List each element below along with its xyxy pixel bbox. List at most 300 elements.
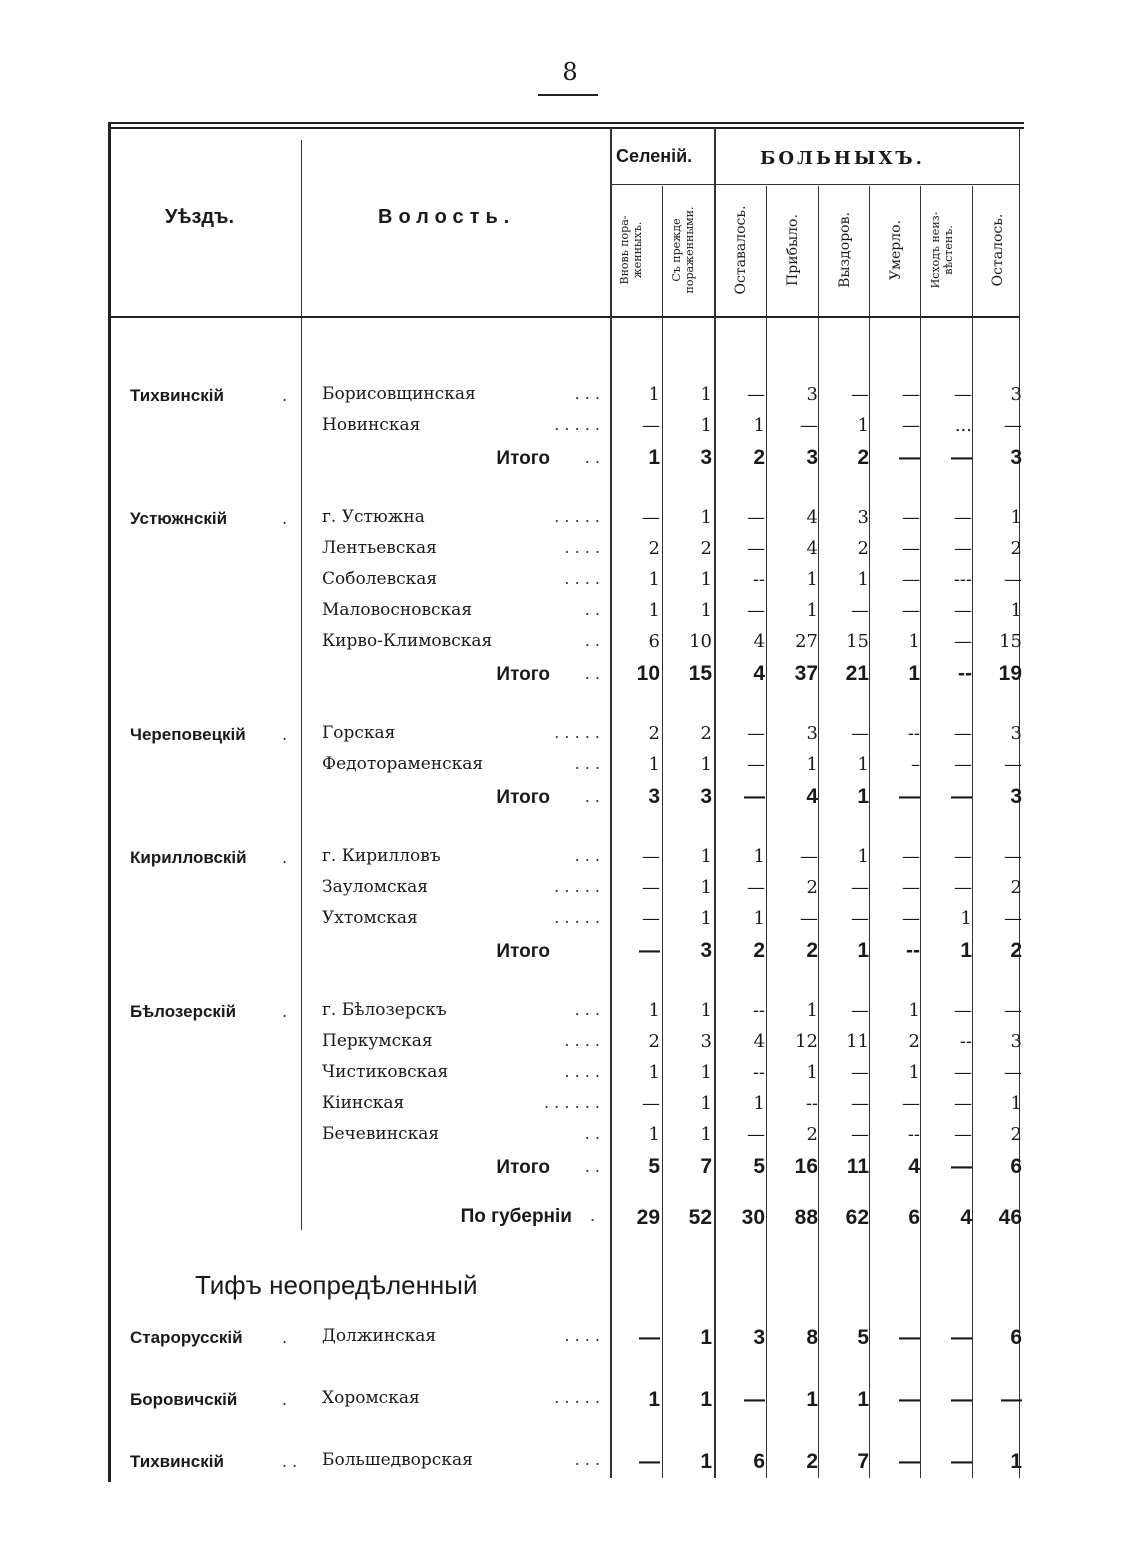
grand-total-leader: . [590,1206,596,1225]
header-subcol-3: Прибыло. [785,214,801,286]
volost-name: г. Кирилловъ [322,846,441,866]
cell-value: — [851,723,869,744]
volost-leader-dots: . . . . [564,1062,600,1081]
cell-value: — [1004,846,1022,867]
cell-value: — [1004,415,1022,436]
cell-value: — [902,877,920,898]
cell-value: — [744,1388,765,1411]
cell-value: -- [907,1124,920,1145]
cell-value: — [902,1093,920,1114]
cell-value: — [954,1124,972,1145]
cell-value: 4 [806,538,818,559]
cell-value: 1 [908,662,920,685]
cell-value: -- [907,723,920,744]
uezd-name: Кирилловскій [130,848,247,867]
cell-value: 1 [806,1000,818,1021]
volost-leader-dots: . . . [574,754,600,773]
cell-value: — [902,600,920,621]
cell-value: 11 [846,1155,869,1178]
cell-value: -- [805,1093,818,1114]
cell-value: 3 [806,384,818,405]
cell-value: 5 [648,1155,660,1178]
cell-value: 1 [1010,600,1022,621]
cell-value: 1 [806,754,818,775]
cell-value: 1 [648,1062,660,1083]
cell-value: 1 [700,1450,712,1473]
cell-value: 3 [1010,446,1022,469]
block-total-label: Итого [496,448,550,469]
header-subcol-4: Выздоров. [836,212,853,288]
uezd-leader-dot: . [282,725,288,744]
uezd-name: Боровичскій [130,1390,238,1409]
cell-value: --- [953,569,972,590]
cell-value: 1 [1010,1093,1022,1114]
cell-value: 37 [794,662,818,685]
cell-value: 3 [1010,723,1022,744]
cell-value: 2 [753,939,765,962]
header-bottom-rule [108,316,1020,318]
cell-value: — [954,1000,972,1021]
column-rule-0 [610,128,612,1478]
cell-value: — [747,538,765,559]
cell-value: — [951,1326,972,1349]
cell-value: 10 [636,662,660,685]
cell-value: 1 [753,415,765,436]
cell-value: — [639,939,660,962]
cell-value: 2 [806,1124,818,1145]
column-rule-5 [869,186,870,1478]
cell-value: 2 [806,877,818,898]
column-rule-2 [714,128,716,1478]
cell-value: 10 [689,631,712,652]
uezd-name: Бѣлозерскій [130,1002,237,1021]
volost-name: Зауломская [322,877,428,897]
cell-value: — [747,754,765,775]
volost-leader-dots: . . . . [564,538,600,557]
cell-value: — [800,908,818,929]
volost-leader-dots: . . . . [564,569,600,588]
cell-value: 1 [700,846,712,867]
cell-value: — [951,1450,972,1473]
cell-value: – [911,754,920,775]
cell-value: — [951,785,972,808]
cell-value: 2 [806,1450,818,1473]
header-subcol-5: Умерло. [887,219,904,281]
cell-value: 4 [908,1155,920,1178]
block-total-label: Итого [496,941,550,962]
cell-value: -- [958,662,972,685]
cell-value: — [902,908,920,929]
table-left-border [108,122,111,1482]
volost-name: Маловосновская [322,600,473,620]
cell-value: — [1004,1000,1022,1021]
cell-value: 1 [908,1062,920,1083]
cell-value: 6 [1010,1155,1022,1178]
volost-leader-dots: . . . [574,1000,600,1019]
cell-value: 2 [753,446,765,469]
cell-value: 5 [857,1326,869,1349]
uezd-leader-dot: . . [282,1452,298,1471]
cell-value: 2 [700,538,712,559]
cell-value: 1 [908,631,920,652]
volost-name: Лентьевская [322,538,437,558]
cell-value: — [902,538,920,559]
volost-leader-dots: . . . . . . [544,1093,600,1112]
uezd-leader-dot: . [282,386,288,405]
table-top-rule-inner [108,127,1024,129]
cell-value: — [954,877,972,898]
cell-value: — [899,446,920,469]
volost-name: Ухтомская [322,908,418,928]
uezd-name: Старорусскій [130,1328,243,1347]
cell-value: 3 [648,785,660,808]
cell-value: 1 [700,877,712,898]
volost-leader-dots: . . . [574,1450,600,1469]
cell-value: 19 [998,662,1022,685]
cell-value: — [954,538,972,559]
cell-value: 1 [806,1062,818,1083]
cell-value: -- [752,569,765,590]
volost-name: Хоромская [322,1388,420,1408]
cell-value: 2 [648,1031,660,1052]
cell-value: 5 [753,1155,765,1178]
cell-value: 27 [795,631,818,652]
volost-name: Соболевская [322,569,438,589]
cell-value: — [902,846,920,867]
cell-value: 1 [700,1093,712,1114]
cell-value: — [851,908,869,929]
cell-value: — [1004,569,1022,590]
volost-leader-dots: . . . . . [554,723,600,742]
cell-value: 2 [857,446,869,469]
volost-leader-dots: . . [584,631,600,650]
cell-value: — [639,1326,660,1349]
cell-value: — [899,1388,920,1411]
cell-value: 6 [753,1450,765,1473]
cell-value: — [954,723,972,744]
cell-value: — [1004,908,1022,929]
header-subcol-2: Оставалось. [732,205,749,295]
cell-value: 2 [1010,538,1022,559]
cell-value: — [642,507,660,528]
cell-value: — [954,1093,972,1114]
page-number: 8 [562,58,578,86]
cell-value: 15 [999,631,1022,652]
cell-value: 1 [648,754,660,775]
volost-leader-dots: . . . . . [554,415,600,434]
volost-leader-dots: . . . . . [554,507,600,526]
volost-leader-dots: . . [584,600,600,619]
cell-value: 6 [908,1206,920,1229]
volost-name: Новинская [322,415,421,435]
cell-value: 1 [700,384,712,405]
cell-value: 6 [648,631,660,652]
cell-value: 1 [648,384,660,405]
cell-value: — [954,600,972,621]
cell-value: — [747,384,765,405]
cell-value: — [954,507,972,528]
cell-value: 7 [857,1450,869,1473]
header-volost: Волость. [378,206,516,228]
volost-name: Большедворская [322,1450,473,1470]
cell-value: — [902,507,920,528]
header-subcol-7: Осталось. [990,213,1006,287]
column-rule-6 [920,186,921,1478]
volost-name: г. Устюжна [322,507,425,527]
cell-value: 7 [700,1155,712,1178]
cell-value: — [642,908,660,929]
cell-value: 3 [700,785,712,808]
cell-value: — [951,1155,972,1178]
cell-value: 1 [700,1124,712,1145]
volost-leader-dots: . . . . . [554,1388,600,1407]
cell-value: 1 [806,600,818,621]
cell-value: 21 [845,662,869,685]
cell-value: 1 [700,600,712,621]
cell-value: — [1001,1388,1022,1411]
cell-value: 3 [1010,785,1022,808]
column-rule-3 [766,186,767,1478]
cell-value: 16 [794,1155,818,1178]
cell-value: 1 [648,1124,660,1145]
cell-value: — [747,507,765,528]
header-seleniy: Селеній. [616,146,693,166]
cell-value: 1 [700,507,712,528]
cell-value: — [951,446,972,469]
cell-value: 1 [857,1388,869,1411]
cell-value: — [747,1124,765,1145]
cell-value: 1 [960,908,972,929]
cell-value: — [954,631,972,652]
cell-value: 1 [960,939,972,962]
cell-value: — [747,600,765,621]
cell-value: 15 [846,631,869,652]
cell-value: 1 [857,415,869,436]
volost-leader-dots: . . [584,1124,600,1143]
cell-value: 1 [908,1000,920,1021]
page-number-rule [538,94,598,96]
cell-value: 4 [753,662,765,685]
cell-value: — [642,1093,660,1114]
cell-value: 46 [998,1206,1022,1229]
volost-name: Чистиковская [322,1062,449,1082]
cell-value: 6 [1010,1326,1022,1349]
cell-value: 4 [753,1031,765,1052]
cell-value: — [851,1093,869,1114]
cell-value: 1 [753,846,765,867]
cell-value: — [800,846,818,867]
cell-value: — [639,1450,660,1473]
cell-value: 1 [806,1388,818,1411]
cell-value: 30 [741,1206,765,1229]
cell-value: — [902,569,920,590]
cell-value: -- [906,939,920,962]
cell-value: — [899,1326,920,1349]
cell-value: 3 [1010,1031,1022,1052]
cell-value: 1 [648,446,660,469]
cell-value: 1 [700,1326,712,1349]
uezd-name: Тихвинскій [130,1452,224,1471]
cell-value: 3 [1010,384,1022,405]
volost-name: Горская [322,723,396,743]
volost-leader-dots: . . . [574,384,600,403]
uezd-leader-dot: . [282,509,288,528]
cell-value: — [899,1450,920,1473]
table-top-rule [108,122,1024,124]
block-total-label: Итого [496,787,550,808]
cell-value: — [954,846,972,867]
cell-value: — [642,415,660,436]
cell-value: — [951,1388,972,1411]
cell-value: — [851,877,869,898]
cell-value: — [1004,754,1022,775]
cell-value: 4 [806,785,818,808]
column-rule-uezd-volost [301,140,302,1230]
volost-name: Борисовщинская [322,384,476,404]
volost-leader-dots: . . . . . [554,877,600,896]
cell-value: -- [959,1031,972,1052]
cell-value: 3 [700,446,712,469]
header-subcol-6: Исходъ неиз- вѣстенъ. [929,211,955,289]
volost-name: Должинская [322,1326,437,1346]
grand-total-label: По губерніи [460,1206,572,1227]
cell-value: — [851,600,869,621]
cell-value: 1 [700,754,712,775]
cell-value: — [954,1062,972,1083]
cell-value: 2 [1010,1124,1022,1145]
header-subcol-1: Съ прежде пораженными. [670,206,696,294]
cell-value: 1 [1010,507,1022,528]
cell-value: 1 [700,415,712,436]
cell-value: 2 [857,538,869,559]
cell-value: — [851,1000,869,1021]
cell-value: 1 [700,1062,712,1083]
cell-value: 1 [1010,1450,1022,1473]
cell-value: 11 [846,1031,869,1052]
section-title: Тифъ неопредѣленный [195,1270,478,1300]
cell-value: 62 [845,1206,869,1229]
cell-value: 8 [806,1326,818,1349]
volost-name: Перкумская [322,1031,433,1051]
cell-value: — [851,384,869,405]
cell-value: — [747,723,765,744]
cell-value: 4 [960,1206,972,1229]
cell-value: — [851,1062,869,1083]
cell-value: 15 [688,662,712,685]
cell-value: 1 [857,939,869,962]
cell-value: 12 [795,1031,818,1052]
cell-value: ... [954,415,972,436]
cell-value: — [954,384,972,405]
cell-value: 1 [753,1093,765,1114]
block-total-label: Итого [496,1157,550,1178]
header-uezd: Уѣздъ. [165,206,235,228]
cell-value: 2 [806,939,818,962]
cell-value: 1 [700,1000,712,1021]
cell-value: 3 [806,723,818,744]
uezd-leader-dot: . [282,848,288,867]
volost-leader-dots: . . . [574,846,600,865]
uezd-name: Устюжнскій [130,509,228,528]
block-total-label: Итого [496,664,550,685]
cell-value: 1 [648,1388,660,1411]
volost-leader-dots: . . . . . [554,908,600,927]
cell-value: — [747,877,765,898]
cell-value: 3 [753,1326,765,1349]
cell-value: — [902,415,920,436]
uezd-name: Тихвинскій [130,386,224,405]
cell-value: 1 [700,569,712,590]
volost-name: Бечевинская [322,1124,440,1144]
cell-value: 1 [753,908,765,929]
header-subcol-0: Вновь пора- женныхъ. [618,215,644,285]
cell-value: — [851,1124,869,1145]
total-leader-dots: . . [584,664,600,683]
column-rule-1 [662,186,663,1478]
cell-value: 52 [688,1206,712,1229]
cell-value: — [642,846,660,867]
column-rule-7 [972,186,973,1478]
uezd-leader-dot: . [282,1390,288,1409]
cell-value: 2 [1010,877,1022,898]
cell-value: 2 [648,723,660,744]
cell-value: 88 [794,1206,818,1229]
cell-value: 2 [1010,939,1022,962]
uezd-leader-dot: . [282,1002,288,1021]
cell-value: 2 [700,723,712,744]
cell-value: — [642,877,660,898]
cell-value: — [800,415,818,436]
uezd-leader-dot: . [282,1328,288,1347]
cell-value: 1 [700,1388,712,1411]
cell-value: — [1004,1062,1022,1083]
cell-value: 3 [700,1031,712,1052]
volost-name: Кирво-Климовская [322,631,493,651]
volost-leader-dots: . . . . [564,1326,600,1345]
total-leader-dots: . . [584,787,600,806]
cell-value: — [954,754,972,775]
cell-value: — [899,785,920,808]
column-rule-4 [818,186,819,1478]
cell-value: 1 [857,785,869,808]
cell-value: 1 [857,754,869,775]
total-leader-dots: . . [584,448,600,467]
volost-name: г. Бѣлозерскъ [322,1000,447,1020]
volost-name: Федотораменская [322,754,484,774]
cell-value: -- [752,1000,765,1021]
cell-value: 1 [648,569,660,590]
cell-value: 1 [857,846,869,867]
cell-value: -- [752,1062,765,1083]
cell-value: 4 [753,631,765,652]
cell-value: 3 [700,939,712,962]
cell-value: 1 [648,1000,660,1021]
header-bolnykh: БОЛЬНЫХЪ. [760,148,925,169]
cell-value: 4 [806,507,818,528]
cell-value: 1 [806,569,818,590]
cell-value: 2 [908,1031,920,1052]
cell-value: 1 [648,600,660,621]
cell-value: — [902,384,920,405]
volost-leader-dots: . . . . [564,1031,600,1050]
cell-value: 3 [857,507,869,528]
cell-value: 1 [700,908,712,929]
cell-value: 3 [806,446,818,469]
uezd-name: Череповецкій [130,725,246,744]
volost-name: Кіинская [322,1093,405,1113]
cell-value: 29 [636,1206,660,1229]
total-leader-dots: . . [584,1157,600,1176]
